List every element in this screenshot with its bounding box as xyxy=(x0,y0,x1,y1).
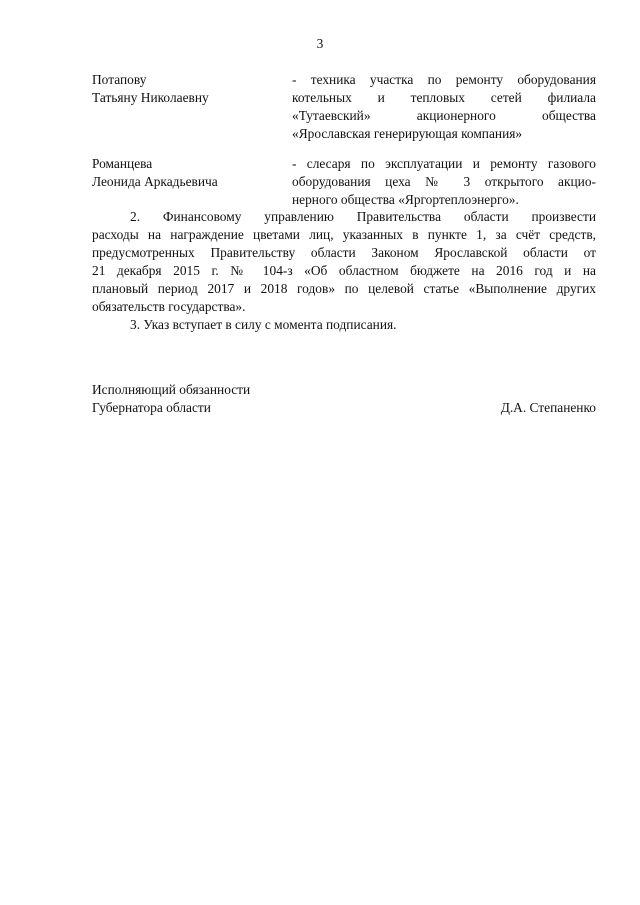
page-number: 3 xyxy=(316,36,324,51)
position-line: котельных и тепловых сетей филиала xyxy=(292,90,596,105)
paragraph-2 xyxy=(92,208,596,316)
recipient-name xyxy=(92,71,292,107)
position-line: оборудования цеха № 3 открытого акцио- xyxy=(292,174,596,189)
paragraph-line: предусмотренных Правительству области Законом Ярославской области от xyxy=(92,245,596,260)
signatory-name: Д.А. Степаненко xyxy=(500,400,596,415)
recipient-surname: Потапову xyxy=(92,72,147,87)
paragraph-line: 2. Финансовому управлению Правительства области произвести xyxy=(130,209,596,224)
recipient-surname: Романцева xyxy=(92,156,153,171)
recipient-given-names: Татьяну Николаевну xyxy=(92,90,209,105)
position-line: - слесаря по эксплуатации и ремонту газового xyxy=(292,156,596,171)
paragraph-line: 21 декабря 2015 г. № 104-з «Об областном бюджете на 2016 год и на xyxy=(92,263,596,278)
position-line: «Ярославская генерирующая компания» xyxy=(292,126,523,141)
paragraph-line: плановый период 2017 и 2018 годов» по целевой статье «Выполнение других xyxy=(92,281,596,296)
recipient-name xyxy=(92,155,292,191)
paragraph-line: обязательств государства». xyxy=(92,299,246,314)
decree-body xyxy=(92,208,596,334)
paragraph-3 xyxy=(92,316,596,334)
position-line: нерного общества «Яргортеплоэнерго». xyxy=(292,192,519,207)
signature-block xyxy=(92,381,596,417)
position-line: - техника участка по ремонту оборудования xyxy=(292,72,596,87)
paragraph-line: 3. Указ вступает в силу с момента подписания. xyxy=(130,317,397,332)
signatory-title-line-1: Исполняющий обязанности xyxy=(92,382,251,397)
recipient-position xyxy=(292,155,596,209)
recipient-given-names: Леонида Аркадьевича xyxy=(92,174,218,189)
paragraph-line: расходы на награждение цветами лиц, указанных в пункте 1, за счёт средств, xyxy=(92,227,596,242)
position-line: «Тутаевский» акционерного общества xyxy=(292,108,596,123)
signatory-title-line-2: Губернатора области xyxy=(92,400,211,415)
recipient-position xyxy=(292,71,596,143)
